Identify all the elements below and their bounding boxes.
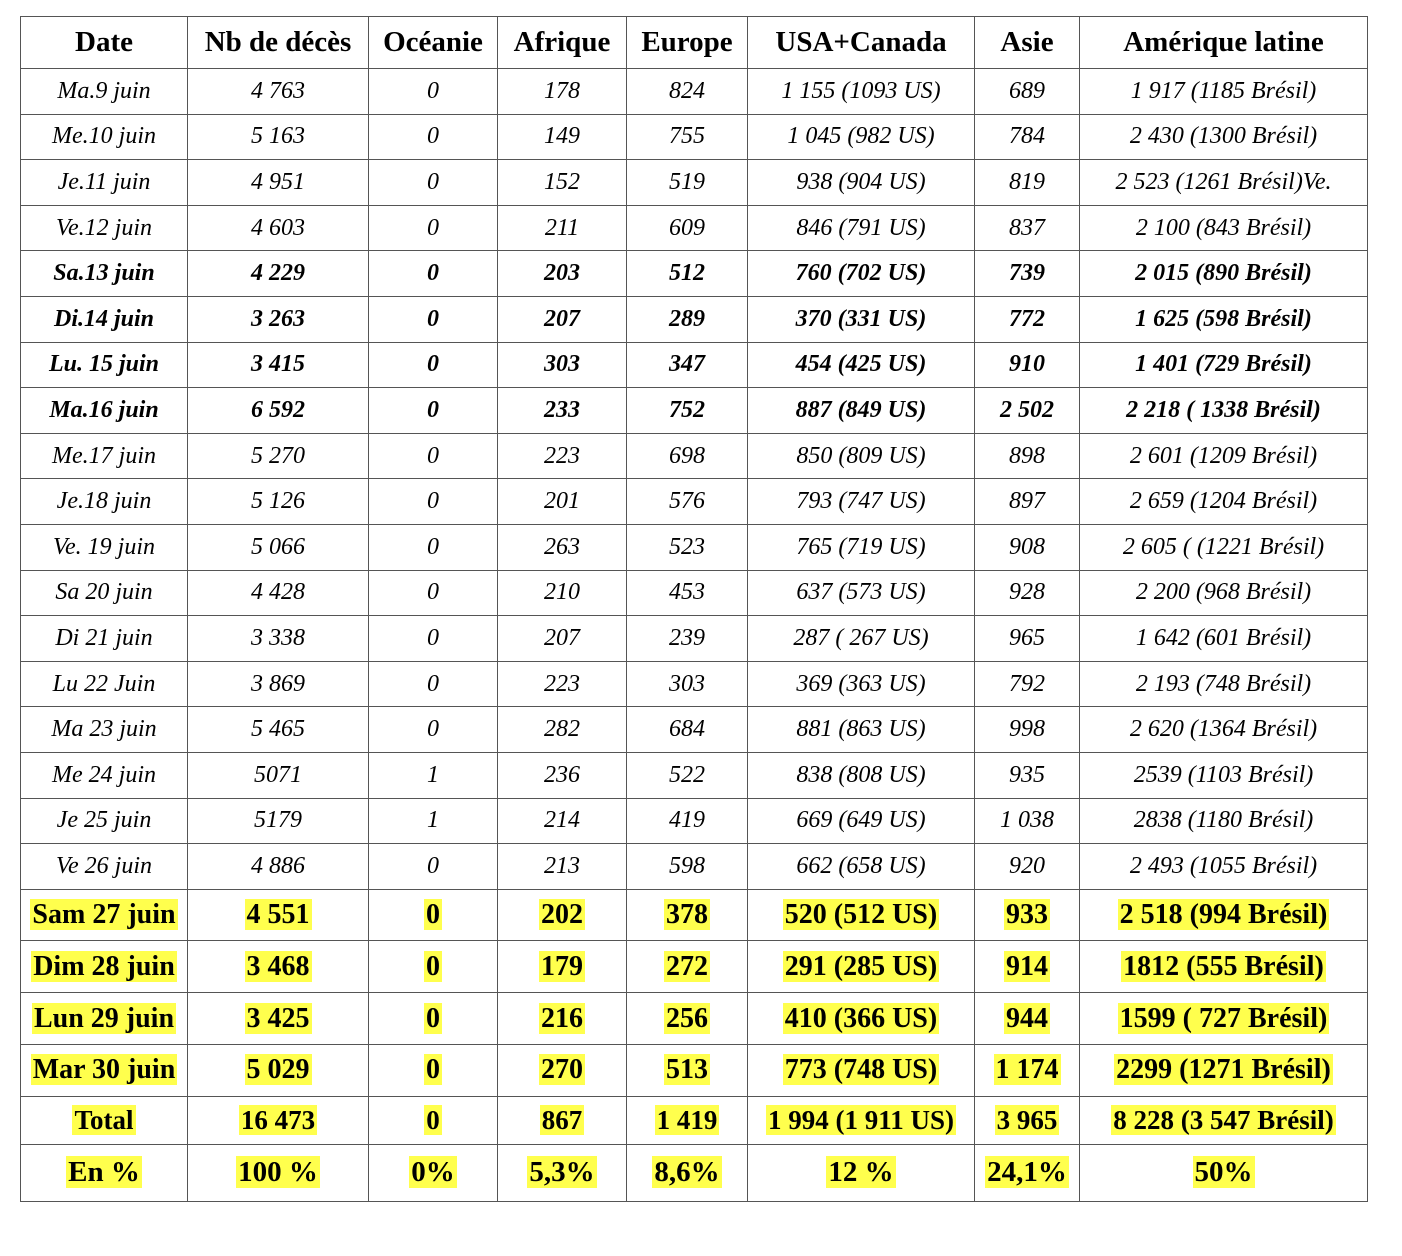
header-row — [21, 17, 1368, 69]
cell-asia: 897 — [975, 479, 1080, 525]
cell-europe — [627, 1096, 748, 1144]
highlighted-value: 0 — [426, 1002, 440, 1034]
highlighted-row — [21, 889, 1368, 941]
highlighted-value: 5,3% — [529, 1156, 595, 1189]
cell-africa: 211 — [498, 205, 627, 251]
cell-usa-canada: 454 (425 US) — [748, 342, 975, 388]
table-row — [21, 296, 1368, 342]
cell-deaths-total: 6 592 — [188, 388, 369, 434]
highlighted-value: Sam 27 juin — [32, 899, 176, 931]
cell-africa — [498, 889, 627, 941]
highlighted-value: Mar 30 juin — [32, 1054, 176, 1086]
cell-usa-canada: 938 (904 US) — [748, 160, 975, 206]
cell-latin-america: 2 430 (1300 Brésil) — [1080, 114, 1368, 160]
table-row — [21, 570, 1368, 616]
cell-usa-canada: 662 (658 US) — [748, 844, 975, 890]
cell-date: Je 25 juin — [21, 798, 188, 844]
highlighted-value: 1599 ( 727 Brésil) — [1119, 1002, 1328, 1034]
cell-oceania: 0 — [369, 479, 498, 525]
cell-usa-canada — [748, 1045, 975, 1097]
cell-date — [21, 941, 188, 993]
cell-africa: 223 — [498, 661, 627, 707]
cell-date: Lu 22 Juin — [21, 661, 188, 707]
cell-date: Sa 20 juin — [21, 570, 188, 616]
cell-date: Je.18 juin — [21, 479, 188, 525]
cell-asia: 772 — [975, 296, 1080, 342]
cell-africa — [498, 941, 627, 993]
cell-latin-america: 1 642 (601 Brésil) — [1080, 616, 1368, 662]
deaths-table — [20, 16, 1368, 1202]
highlighted-value: 0% — [411, 1156, 455, 1189]
cell-asia: 998 — [975, 707, 1080, 753]
highlighted-value: 24,1% — [987, 1156, 1067, 1189]
cell-europe: 609 — [627, 205, 748, 251]
highlighted-value: 291 (285 US) — [784, 950, 938, 982]
cell-africa: 214 — [498, 798, 627, 844]
cell-africa: 149 — [498, 114, 627, 160]
table-row — [21, 69, 1368, 115]
cell-europe: 512 — [627, 251, 748, 297]
cell-africa — [498, 993, 627, 1045]
cell-latin-america: 1 917 (1185 Brésil) — [1080, 69, 1368, 115]
cell-africa: 263 — [498, 524, 627, 570]
cell-oceania: 0 — [369, 433, 498, 479]
cell-date: Me 24 juin — [21, 752, 188, 798]
cell-asia: 928 — [975, 570, 1080, 616]
cell-usa-canada: 369 (363 US) — [748, 661, 975, 707]
cell-deaths-total: 3 415 — [188, 342, 369, 388]
cell-date: Ve 26 juin — [21, 844, 188, 890]
cell-usa-canada: 1 155 (1093 US) — [748, 69, 975, 115]
cell-usa-canada: 850 (809 US) — [748, 433, 975, 479]
cell-date: Me.10 juin — [21, 114, 188, 160]
highlighted-value: 1 994 (1 911 US) — [767, 1104, 954, 1135]
cell-latin-america — [1080, 1144, 1368, 1201]
cell-date: Lu. 15 juin — [21, 342, 188, 388]
cell-oceania: 0 — [369, 524, 498, 570]
total-row — [21, 1096, 1368, 1144]
cell-oceania: 1 — [369, 798, 498, 844]
cell-oceania — [369, 941, 498, 993]
cell-deaths-total: 4 603 — [188, 205, 369, 251]
cell-europe: 752 — [627, 388, 748, 434]
highlighted-value: 944 — [1006, 1002, 1048, 1034]
highlighted-row — [21, 1045, 1368, 1097]
cell-deaths-total: 4 428 — [188, 570, 369, 616]
cell-africa: 207 — [498, 296, 627, 342]
highlighted-value: 0 — [426, 950, 440, 982]
highlighted-value: 3 425 — [246, 1002, 310, 1034]
cell-oceania: 0 — [369, 251, 498, 297]
cell-europe — [627, 1144, 748, 1201]
highlighted-value: 272 — [666, 950, 708, 982]
cell-deaths-total: 4 763 — [188, 69, 369, 115]
highlighted-value: 100 % — [238, 1156, 318, 1189]
cell-usa-canada: 760 (702 US) — [748, 251, 975, 297]
cell-latin-america: 2 523 (1261 Brésil)Ve. — [1080, 160, 1368, 206]
column-header-europe: Europe — [627, 17, 748, 69]
highlighted-value: 8 228 (3 547 Brésil) — [1113, 1104, 1334, 1135]
cell-deaths-total — [188, 1096, 369, 1144]
cell-europe: 824 — [627, 69, 748, 115]
cell-asia: 898 — [975, 433, 1080, 479]
cell-usa-canada: 846 (791 US) — [748, 205, 975, 251]
cell-oceania — [369, 1045, 498, 1097]
highlighted-value: 410 (366 US) — [784, 1002, 938, 1034]
cell-asia: 2 502 — [975, 388, 1080, 434]
cell-europe: 698 — [627, 433, 748, 479]
cell-deaths-total: 5 270 — [188, 433, 369, 479]
cell-deaths-total: 5 163 — [188, 114, 369, 160]
table-row — [21, 251, 1368, 297]
highlighted-value: 12 % — [828, 1156, 894, 1189]
cell-africa: 303 — [498, 342, 627, 388]
cell-usa-canada: 887 (849 US) — [748, 388, 975, 434]
cell-usa-canada: 370 (331 US) — [748, 296, 975, 342]
cell-usa-canada: 287 ( 267 US) — [748, 616, 975, 662]
cell-latin-america: 2 620 (1364 Brésil) — [1080, 707, 1368, 753]
cell-africa: 207 — [498, 616, 627, 662]
cell-asia: 689 — [975, 69, 1080, 115]
table-row — [21, 342, 1368, 388]
cell-africa: 233 — [498, 388, 627, 434]
highlighted-value: 270 — [541, 1054, 583, 1086]
cell-usa-canada: 637 (573 US) — [748, 570, 975, 616]
table-row — [21, 388, 1368, 434]
cell-deaths-total: 5 066 — [188, 524, 369, 570]
cell-date: Ve. 19 juin — [21, 524, 188, 570]
highlighted-value: 2299 (1271 Brésil) — [1116, 1054, 1331, 1086]
cell-asia: 837 — [975, 205, 1080, 251]
table-row — [21, 752, 1368, 798]
highlighted-value: 1 174 — [995, 1054, 1059, 1086]
cell-deaths-total: 5071 — [188, 752, 369, 798]
cell-latin-america: 1 401 (729 Brésil) — [1080, 342, 1368, 388]
cell-oceania: 0 — [369, 160, 498, 206]
cell-asia: 739 — [975, 251, 1080, 297]
cell-asia: 920 — [975, 844, 1080, 890]
cell-oceania: 0 — [369, 342, 498, 388]
highlighted-value: Lun 29 juin — [33, 1002, 175, 1034]
highlighted-value: Total — [74, 1104, 134, 1135]
cell-usa-canada: 1 045 (982 US) — [748, 114, 975, 160]
cell-date — [21, 1045, 188, 1097]
cell-asia: 935 — [975, 752, 1080, 798]
cell-europe: 289 — [627, 296, 748, 342]
highlighted-value: 378 — [666, 899, 708, 931]
cell-latin-america: 2 605 ( (1221 Brésil) — [1080, 524, 1368, 570]
cell-deaths-total: 3 869 — [188, 661, 369, 707]
table-row — [21, 798, 1368, 844]
cell-date: Ma.16 juin — [21, 388, 188, 434]
cell-latin-america — [1080, 993, 1368, 1045]
cell-africa: 152 — [498, 160, 627, 206]
table-body — [21, 69, 1368, 1202]
table-row — [21, 205, 1368, 251]
cell-asia — [975, 941, 1080, 993]
highlighted-row — [21, 941, 1368, 993]
cell-africa: 178 — [498, 69, 627, 115]
table-row — [21, 160, 1368, 206]
cell-africa — [498, 1045, 627, 1097]
cell-asia: 910 — [975, 342, 1080, 388]
highlighted-value: 16 473 — [240, 1104, 316, 1135]
highlighted-value: 933 — [1006, 899, 1048, 931]
cell-deaths-total — [188, 941, 369, 993]
highlighted-value: 3 965 — [996, 1104, 1058, 1135]
cell-date: Ve.12 juin — [21, 205, 188, 251]
cell-usa-canada: 838 (808 US) — [748, 752, 975, 798]
cell-deaths-total — [188, 1045, 369, 1097]
highlighted-value: 202 — [541, 899, 583, 931]
cell-oceania — [369, 889, 498, 941]
highlighted-value: 520 (512 US) — [784, 899, 938, 931]
cell-europe: 522 — [627, 752, 748, 798]
cell-africa: 223 — [498, 433, 627, 479]
table-row — [21, 661, 1368, 707]
cell-latin-america: 2 218 ( 1338 Brésil) — [1080, 388, 1368, 434]
cell-oceania — [369, 993, 498, 1045]
cell-usa-canada: 765 (719 US) — [748, 524, 975, 570]
cell-asia — [975, 1144, 1080, 1201]
cell-oceania: 0 — [369, 844, 498, 890]
highlighted-value: 0 — [426, 1104, 440, 1135]
cell-usa-canada — [748, 889, 975, 941]
cell-deaths-total: 4 951 — [188, 160, 369, 206]
cell-deaths-total — [188, 993, 369, 1045]
highlighted-value: 256 — [666, 1002, 708, 1034]
cell-latin-america: 2 601 (1209 Brésil) — [1080, 433, 1368, 479]
cell-deaths-total: 3 338 — [188, 616, 369, 662]
cell-deaths-total: 5179 — [188, 798, 369, 844]
cell-europe: 419 — [627, 798, 748, 844]
cell-oceania: 0 — [369, 296, 498, 342]
cell-deaths-total: 5 465 — [188, 707, 369, 753]
table-row — [21, 524, 1368, 570]
cell-usa-canada — [748, 941, 975, 993]
table-row — [21, 433, 1368, 479]
cell-latin-america — [1080, 1096, 1368, 1144]
highlighted-row — [21, 993, 1368, 1045]
cell-europe: 453 — [627, 570, 748, 616]
cell-europe: 576 — [627, 479, 748, 525]
highlighted-value: 4 551 — [246, 899, 310, 931]
cell-latin-america: 2 493 (1055 Brésil) — [1080, 844, 1368, 890]
cell-deaths-total: 3 263 — [188, 296, 369, 342]
table-row — [21, 479, 1368, 525]
cell-latin-america: 2 015 (890 Brésil) — [1080, 251, 1368, 297]
cell-europe — [627, 941, 748, 993]
cell-asia: 784 — [975, 114, 1080, 160]
cell-europe: 755 — [627, 114, 748, 160]
cell-asia: 1 038 — [975, 798, 1080, 844]
cell-date — [21, 1144, 188, 1201]
column-header-deaths-total: Nb de décès — [188, 17, 369, 69]
cell-oceania: 1 — [369, 752, 498, 798]
cell-asia: 965 — [975, 616, 1080, 662]
cell-africa: 203 — [498, 251, 627, 297]
cell-africa — [498, 1096, 627, 1144]
cell-deaths-total: 5 126 — [188, 479, 369, 525]
cell-deaths-total — [188, 889, 369, 941]
cell-latin-america: 2 193 (748 Brésil) — [1080, 661, 1368, 707]
cell-asia — [975, 1045, 1080, 1097]
highlighted-value: 5 029 — [246, 1054, 310, 1086]
cell-date: Ma 23 juin — [21, 707, 188, 753]
cell-oceania: 0 — [369, 388, 498, 434]
cell-europe: 347 — [627, 342, 748, 388]
cell-europe — [627, 993, 748, 1045]
cell-asia: 908 — [975, 524, 1080, 570]
cell-asia: 792 — [975, 661, 1080, 707]
cell-europe — [627, 889, 748, 941]
cell-asia — [975, 993, 1080, 1045]
column-header-asia: Asie — [975, 17, 1080, 69]
highlighted-value: 1812 (555 Brésil) — [1123, 950, 1324, 982]
cell-europe: 519 — [627, 160, 748, 206]
column-header-africa: Afrique — [498, 17, 627, 69]
cell-asia — [975, 1096, 1080, 1144]
cell-latin-america — [1080, 889, 1368, 941]
table-row — [21, 844, 1368, 890]
cell-africa: 282 — [498, 707, 627, 753]
cell-date: Me.17 juin — [21, 433, 188, 479]
cell-usa-canada: 881 (863 US) — [748, 707, 975, 753]
highlighted-value: 216 — [541, 1002, 583, 1034]
cell-latin-america: 2 659 (1204 Brésil) — [1080, 479, 1368, 525]
table-row — [21, 616, 1368, 662]
cell-oceania: 0 — [369, 661, 498, 707]
cell-date — [21, 993, 188, 1045]
cell-deaths-total — [188, 1144, 369, 1201]
cell-europe: 239 — [627, 616, 748, 662]
highlighted-value: 914 — [1006, 950, 1048, 982]
cell-date: Di 21 juin — [21, 616, 188, 662]
cell-africa — [498, 1144, 627, 1201]
highlighted-value: Dim 28 juin — [33, 950, 175, 982]
cell-oceania: 0 — [369, 114, 498, 160]
cell-date: Di.14 juin — [21, 296, 188, 342]
cell-oceania: 0 — [369, 205, 498, 251]
cell-oceania — [369, 1144, 498, 1201]
column-header-oceania: Océanie — [369, 17, 498, 69]
cell-africa: 236 — [498, 752, 627, 798]
cell-latin-america: 2 200 (968 Brésil) — [1080, 570, 1368, 616]
highlighted-value: 8,6% — [654, 1156, 720, 1189]
column-header-latin-america: Amérique latine — [1080, 17, 1368, 69]
cell-oceania — [369, 1096, 498, 1144]
cell-asia — [975, 889, 1080, 941]
highlighted-value: 1 419 — [656, 1104, 718, 1135]
cell-latin-america — [1080, 941, 1368, 993]
table-row — [21, 707, 1368, 753]
highlighted-value: 867 — [541, 1104, 583, 1135]
cell-date: Ma.9 juin — [21, 69, 188, 115]
cell-africa: 201 — [498, 479, 627, 525]
highlighted-value: En % — [68, 1156, 140, 1189]
cell-oceania: 0 — [369, 570, 498, 616]
cell-latin-america: 1 625 (598 Brésil) — [1080, 296, 1368, 342]
cell-europe: 303 — [627, 661, 748, 707]
cell-africa: 210 — [498, 570, 627, 616]
cell-oceania: 0 — [369, 616, 498, 662]
highlighted-value: 0 — [426, 899, 440, 931]
column-header-usa-canada: USA+Canada — [748, 17, 975, 69]
highlighted-value: 3 468 — [246, 950, 310, 982]
highlighted-value: 513 — [666, 1054, 708, 1086]
cell-usa-canada: 669 (649 US) — [748, 798, 975, 844]
cell-oceania: 0 — [369, 707, 498, 753]
cell-latin-america — [1080, 1045, 1368, 1097]
table-row — [21, 114, 1368, 160]
cell-latin-america: 2539 (1103 Brésil) — [1080, 752, 1368, 798]
cell-date: Je.11 juin — [21, 160, 188, 206]
cell-europe: 598 — [627, 844, 748, 890]
cell-date — [21, 889, 188, 941]
cell-deaths-total: 4 229 — [188, 251, 369, 297]
cell-deaths-total: 4 886 — [188, 844, 369, 890]
highlighted-value: 2 518 (994 Brésil) — [1119, 899, 1328, 931]
cell-usa-canada — [748, 1096, 975, 1144]
cell-oceania: 0 — [369, 69, 498, 115]
cell-usa-canada: 793 (747 US) — [748, 479, 975, 525]
percent-row — [21, 1144, 1368, 1201]
highlighted-value: 50% — [1194, 1156, 1253, 1189]
column-header-date: Date — [21, 17, 188, 69]
table-header — [21, 17, 1368, 69]
highlighted-value: 0 — [426, 1054, 440, 1086]
cell-africa: 213 — [498, 844, 627, 890]
cell-latin-america: 2838 (1180 Brésil) — [1080, 798, 1368, 844]
cell-asia: 819 — [975, 160, 1080, 206]
cell-europe: 523 — [627, 524, 748, 570]
cell-europe — [627, 1045, 748, 1097]
cell-date: Sa.13 juin — [21, 251, 188, 297]
cell-latin-america: 2 100 (843 Brésil) — [1080, 205, 1368, 251]
cell-europe: 684 — [627, 707, 748, 753]
cell-date — [21, 1096, 188, 1144]
highlighted-value: 773 (748 US) — [784, 1054, 938, 1086]
cell-usa-canada — [748, 1144, 975, 1201]
cell-usa-canada — [748, 993, 975, 1045]
highlighted-value: 179 — [541, 950, 583, 982]
